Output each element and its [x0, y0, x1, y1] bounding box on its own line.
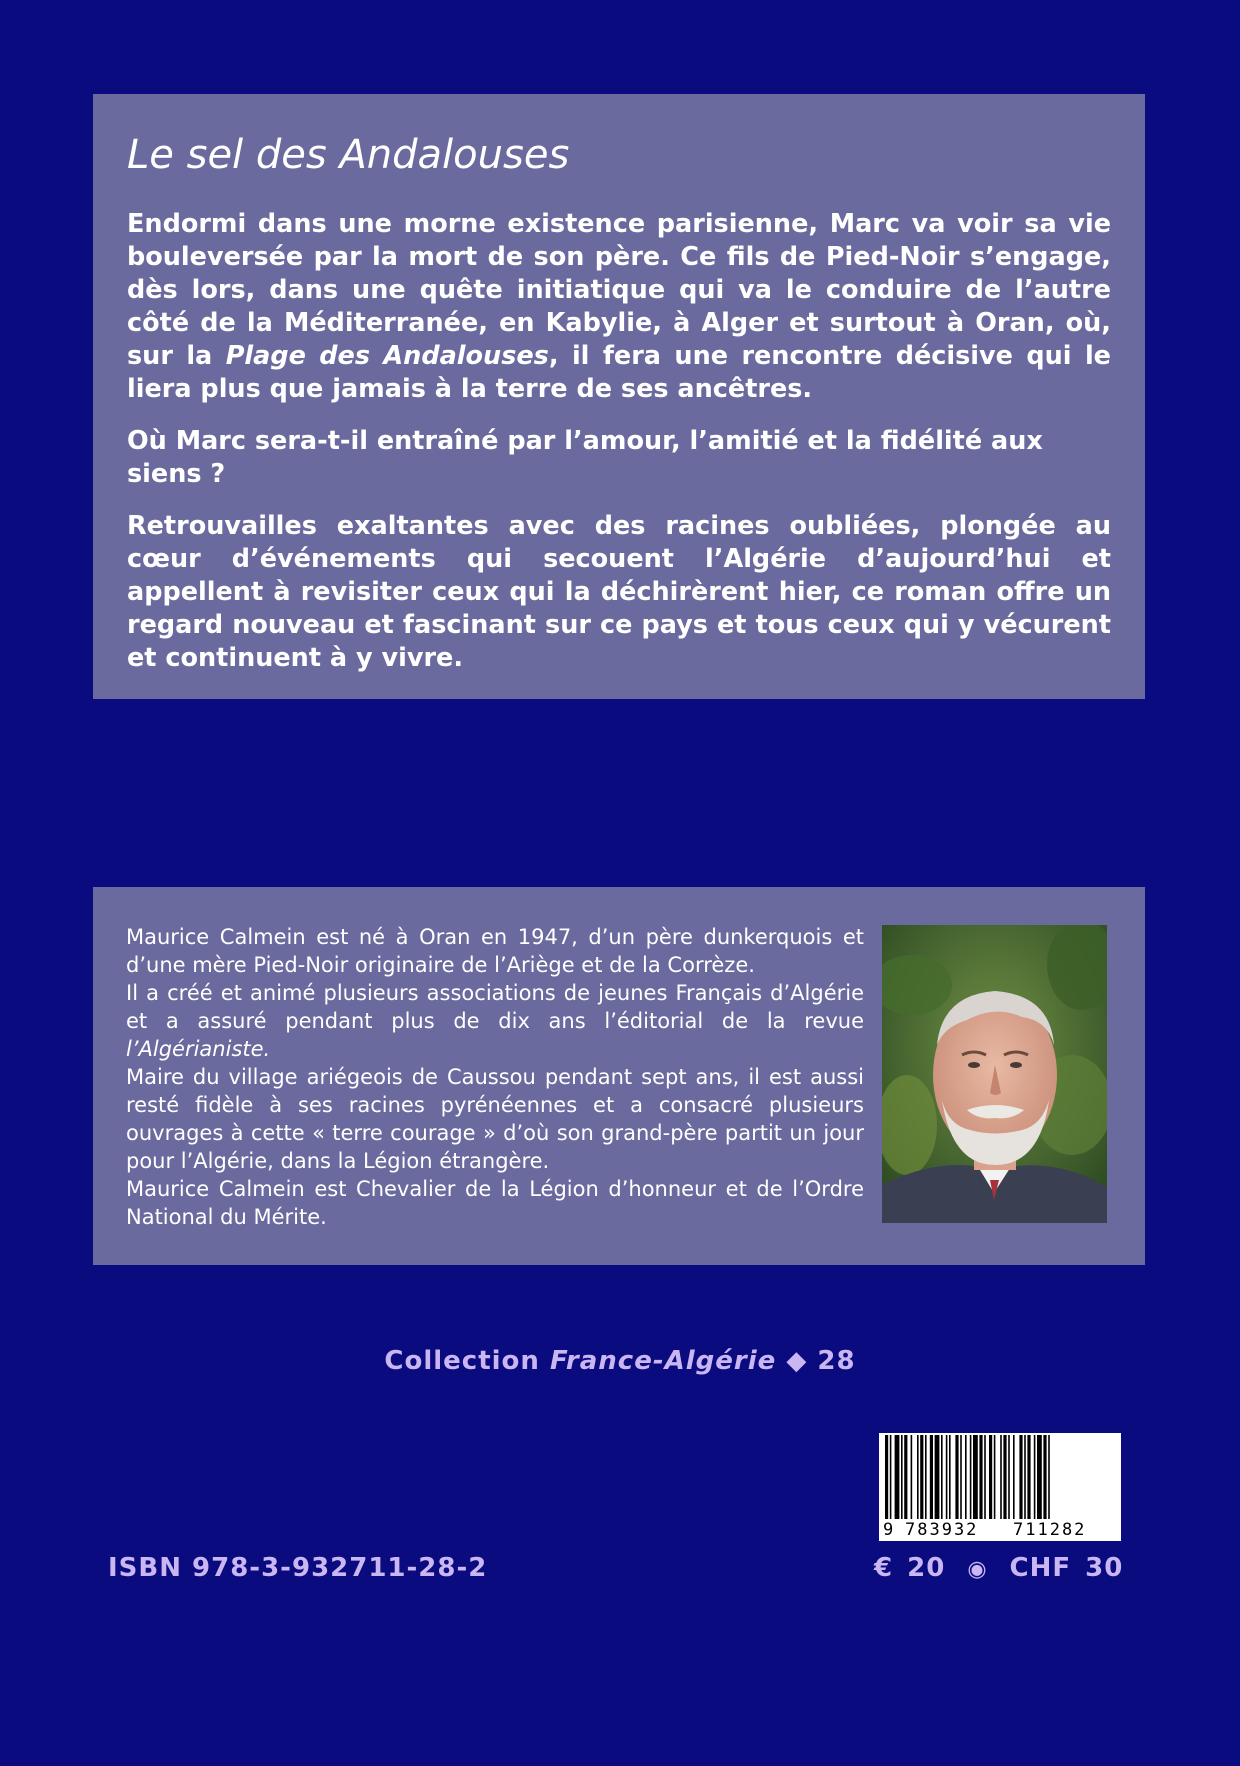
collection-name: France-Algérie: [550, 1346, 777, 1376]
barcode-bar: [920, 1435, 923, 1521]
barcode-bar: [895, 1435, 900, 1521]
barcode-bar: [965, 1435, 967, 1521]
collection-line: [0, 1346, 1240, 1376]
barcode-bar: [1013, 1435, 1015, 1521]
barcode-bar: [917, 1435, 919, 1521]
summary-panel: [93, 94, 1145, 699]
barcode-bar: [1019, 1435, 1022, 1521]
bullet-icon: ◉: [967, 1557, 988, 1582]
summary-paragraph-1: [127, 208, 1111, 406]
barcode-bar: [1034, 1435, 1036, 1521]
summary-text: , il fera une rencontre décisive qui le liera plus que jamais à la terre de ses ancêtres.: [127, 341, 1111, 404]
barcode-bars-icon: [879, 1433, 1121, 1523]
barcode-bar: [1000, 1435, 1002, 1521]
author-portrait-image: [882, 925, 1107, 1223]
barcode-bar: [941, 1435, 943, 1521]
barcode-digit-prefix: 9: [883, 1520, 894, 1540]
barcode-bar: [970, 1435, 972, 1521]
barcode-bar: [973, 1435, 978, 1521]
barcode-bar: [930, 1435, 933, 1521]
diamond-icon: ◆: [786, 1346, 808, 1376]
barcode-bar: [1003, 1435, 1006, 1521]
barcode-bar: [960, 1435, 962, 1521]
barcode: [879, 1433, 1121, 1541]
barcode-bar: [1027, 1435, 1030, 1521]
barcode-bar: [955, 1435, 958, 1521]
author-photo: [882, 925, 1107, 1223]
barcode-digit-group-2: 711282: [1013, 1520, 1087, 1540]
barcode-digit-group-1: 783932: [905, 1520, 979, 1540]
barcode-bar: [984, 1435, 986, 1521]
barcode-bar: [1048, 1435, 1050, 1521]
author-panel: [93, 887, 1145, 1265]
barcode-bar: [904, 1435, 907, 1521]
barcode-bar: [979, 1435, 982, 1521]
barcode-bar: [890, 1435, 892, 1521]
collection-prefix: Collection: [384, 1346, 540, 1376]
barcode-bar: [949, 1435, 951, 1521]
summary-paragraph-2: Où Marc sera-t-il entraîné par l’amour, l’amitié et la fidélité aux siens ?: [127, 426, 1043, 489]
summary-paragraph-3: Retrouvailles exaltantes avec des racines oubliées, plongée au cœur d’événements qui secouent l’Algérie d’aujourd’hui et appellent à revisiter ceux qui la déchirèrent hier, ce roman offre un regard nouveau et fascinant sur ce pays et tous ceux qui y vécurent et continuent à y vivre.: [127, 511, 1111, 673]
price-line: [874, 1553, 1123, 1583]
summary-text: Endormi dans une morne existence parisienne, Marc va voir sa vie bouleversée par la mort de son père. Ce fils de Pied-Noir s’engage, dès lors, dans une quête initiatique qui va le conduire de l’autre côté de la Méditerranée, en Kabylie, à Alger et surtout à Oran, où, sur la: [127, 209, 1111, 371]
book-title: Le sel des Andalouses: [127, 132, 570, 178]
barcode-bar: [911, 1435, 913, 1521]
barcode-bar: [935, 1435, 940, 1521]
summary-italic-place: Plage des Andalouses: [225, 341, 549, 371]
price-chf: CHF 30: [1009, 1553, 1124, 1583]
collection-number: 28: [817, 1346, 856, 1376]
barcode-bar: [925, 1435, 927, 1521]
barcode-bar: [994, 1435, 996, 1521]
isbn: ISBN 978-3-932711-28-2: [108, 1553, 488, 1583]
barcode-bar: [901, 1435, 903, 1521]
barcode-bar: [1043, 1435, 1046, 1521]
price-euro: € 20: [874, 1553, 946, 1583]
barcode-bar: [1008, 1435, 1010, 1521]
author-bio-line: Maire du village ariégeois de Caussou pendant sept ans, il est aussi resté fidèle à ses racines pyrénéennes et a consacré plusieurs ouvrages à cette « terre courage » d’où son grand-père partit un jour pour l’Algérie, dans la Légion étrangère.: [126, 1065, 864, 1173]
barcode-bar: [989, 1435, 992, 1521]
journal-name: l’Algérianiste.: [126, 1037, 271, 1061]
author-bio: [126, 923, 864, 1231]
author-bio-line: Maurice Calmein est né à Oran en 1947, d’un père dunkerquois et d’une mère Pied-Noir originaire de l’Ariège et de la Corrèze.: [126, 925, 864, 977]
barcode-bar: [1024, 1435, 1026, 1521]
barcode-bar: [946, 1435, 948, 1521]
author-bio-text: Il a créé et animé plusieurs associations de jeunes Français d’Algérie et a assuré pendant plus de dix ans l’éditorial de la revue: [126, 981, 864, 1033]
author-bio-line: [126, 979, 864, 1063]
barcode-bar: [885, 1435, 888, 1521]
barcode-digits: [879, 1519, 1121, 1541]
barcode-bar: [1037, 1435, 1042, 1521]
author-bio-line: Maurice Calmein est Chevalier de la Légion d’honneur et de l’Ordre National du Mérite.: [126, 1177, 864, 1229]
